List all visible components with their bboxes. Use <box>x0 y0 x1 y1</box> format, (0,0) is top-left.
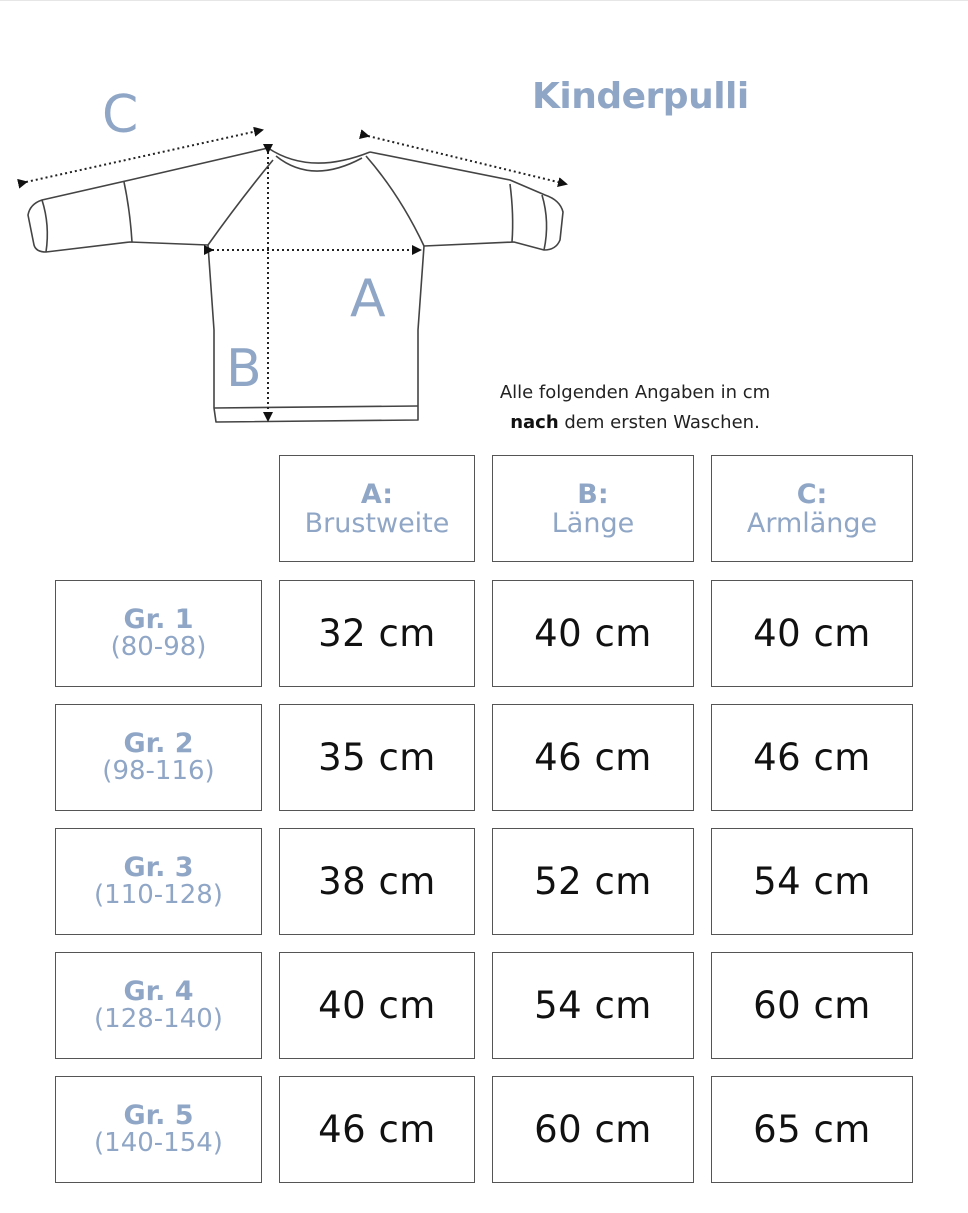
cell-value: 54 cm <box>534 984 652 1027</box>
cell-value: 35 cm <box>318 736 436 779</box>
cell-value: 60 cm <box>753 984 871 1027</box>
measurement-note <box>470 378 800 438</box>
table-cell <box>279 580 475 687</box>
table-cell <box>492 828 694 935</box>
size-range: (128-140) <box>94 1004 223 1034</box>
size-code: Gr. 2 <box>123 728 194 759</box>
table-cell <box>711 704 913 811</box>
table-cell <box>711 828 913 935</box>
cell-value: 38 cm <box>318 860 436 903</box>
size-code: Gr. 1 <box>123 604 194 635</box>
table-cell <box>711 1076 913 1183</box>
cell-value: 32 cm <box>318 612 436 655</box>
cell-value: 46 cm <box>318 1108 436 1151</box>
note-line-2 <box>470 408 800 438</box>
column-name: Länge <box>551 507 635 539</box>
column-code: A: <box>360 478 394 510</box>
table-cell <box>492 580 694 687</box>
column-code: C: <box>796 478 828 510</box>
note-bold: nach <box>510 412 559 433</box>
diagram-label-a: A <box>350 269 386 329</box>
size-code: Gr. 5 <box>123 1100 194 1131</box>
cell-value: 40 cm <box>318 984 436 1027</box>
size-label-gr-4 <box>55 952 262 1059</box>
table-cell <box>711 580 913 687</box>
cell-value: 46 cm <box>534 736 652 779</box>
size-range: (110-128) <box>94 880 223 910</box>
cell-value: 60 cm <box>534 1108 652 1151</box>
column-name: Brustweite <box>304 507 450 539</box>
diagram-label-c: C <box>102 85 139 145</box>
table-cell <box>492 704 694 811</box>
table-cell <box>279 828 475 935</box>
size-range: (98-116) <box>102 756 215 786</box>
diagram-label-b: B <box>226 339 262 399</box>
cell-value: 40 cm <box>753 612 871 655</box>
size-label-gr-5 <box>55 1076 262 1183</box>
size-label-gr-2 <box>55 704 262 811</box>
cell-value: 54 cm <box>753 860 871 903</box>
column-header-armlaenge <box>711 455 913 562</box>
table-cell <box>279 952 475 1059</box>
cell-value: 40 cm <box>534 612 652 655</box>
table-cell <box>492 952 694 1059</box>
table-cell <box>492 1076 694 1183</box>
note-rest: dem ersten Waschen. <box>558 412 760 433</box>
size-label-gr-1 <box>55 580 262 687</box>
column-name: Armlänge <box>746 507 878 539</box>
size-code: Gr. 4 <box>123 976 194 1007</box>
column-header-brustweite <box>279 455 475 562</box>
cell-value: 46 cm <box>753 736 871 779</box>
size-code: Gr. 3 <box>123 852 194 883</box>
column-code: B: <box>577 478 609 510</box>
table-cell <box>279 704 475 811</box>
column-header-laenge <box>492 455 694 562</box>
table-cell <box>711 952 913 1059</box>
size-range: (140-154) <box>94 1128 223 1158</box>
note-line-1: Alle folgenden Angaben in cm <box>499 382 771 403</box>
page-title: Kinderpulli <box>532 76 749 117</box>
cell-value: 52 cm <box>534 860 652 903</box>
top-divider <box>0 0 968 1</box>
cell-value: 65 cm <box>753 1108 871 1151</box>
table-cell <box>279 1076 475 1183</box>
size-label-gr-3 <box>55 828 262 935</box>
size-range: (80-98) <box>110 632 207 662</box>
